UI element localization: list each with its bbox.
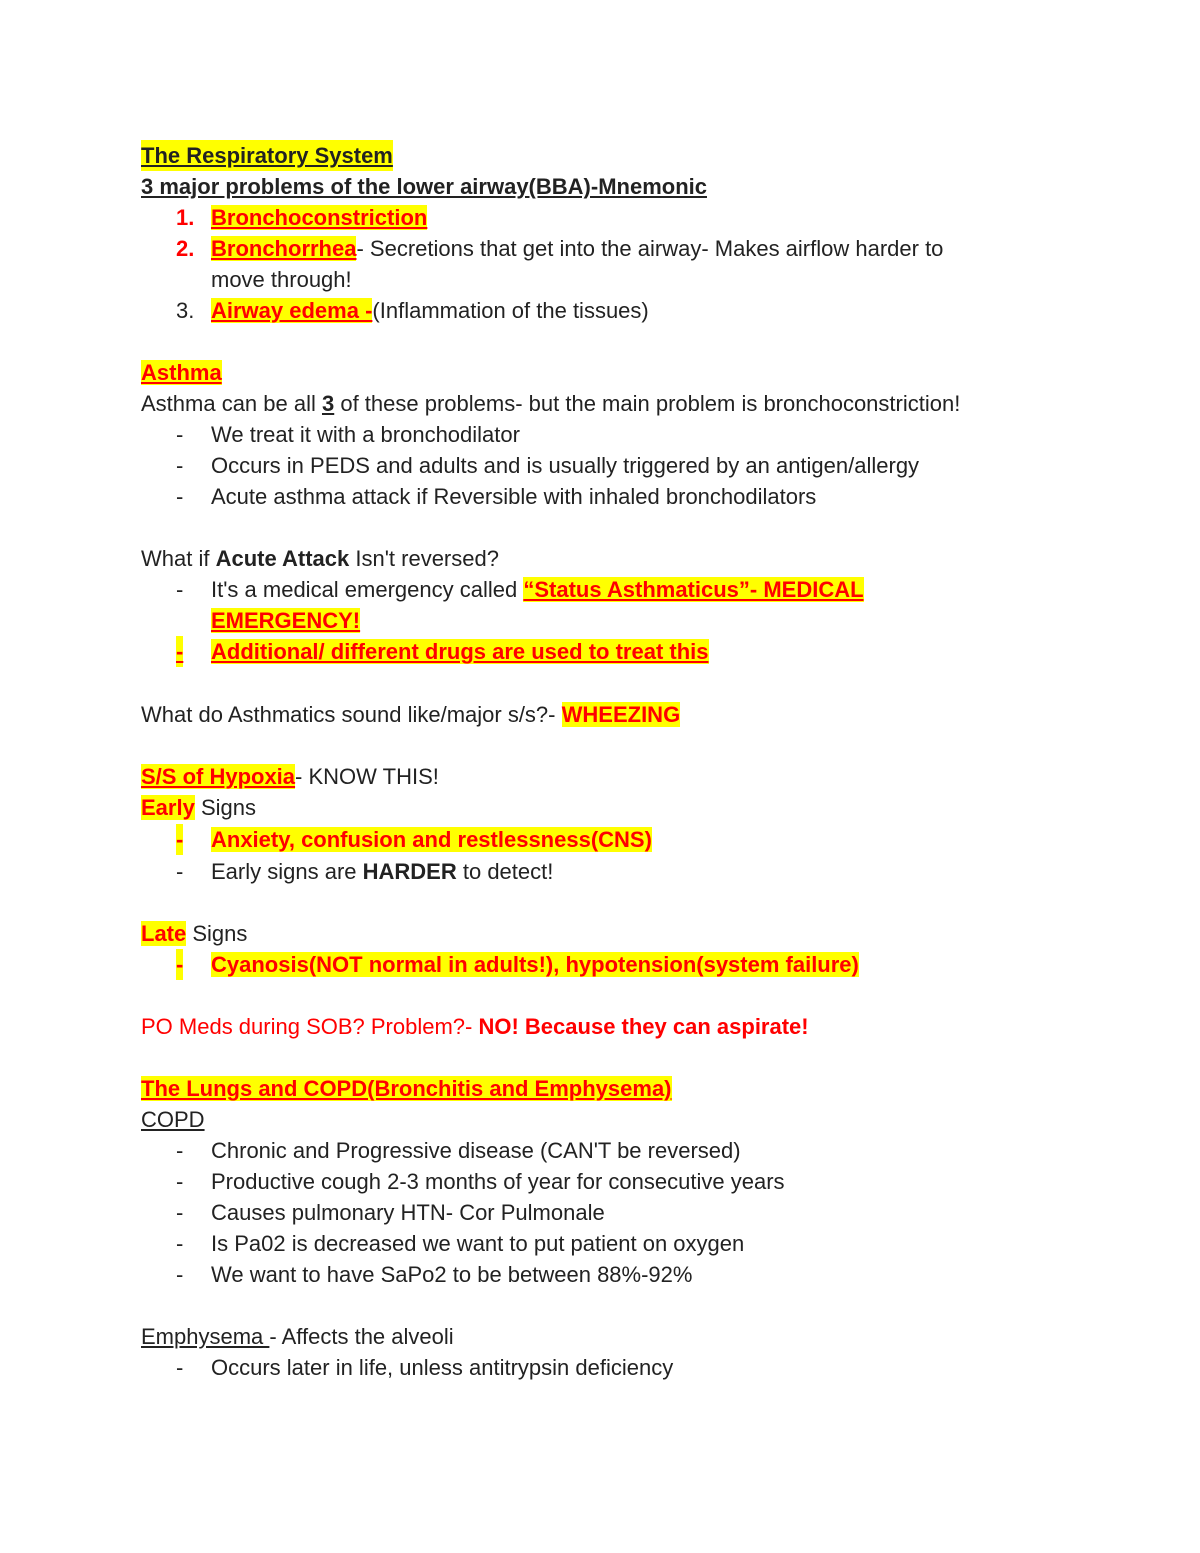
bullet-dash: - [176,1262,184,1287]
list-item: Causes pulmonary HTN- Cor Pulmonale [211,1200,605,1225]
list-item: Productive cough 2-3 months of year for consecutive years [211,1169,785,1194]
bullet-dash: - [176,1200,184,1225]
paragraph: What if Acute Attack Isn't reversed? [141,546,499,571]
list-item: It's a medical emergency called “Status Asthmaticus”- MEDICAL [211,577,864,602]
bullet-dash: - [176,422,184,447]
list-item: We want to have SaPo2 to be between 88%-92% [211,1262,693,1287]
bullet-dash: - [176,1169,184,1194]
term-description: (Inflammation of the tissues) [372,298,649,323]
list-item: Cyanosis(NOT normal in adults!), hypotension(system failure) [211,952,859,977]
list-number: 1. [176,205,195,230]
term-airway-edema: Airway edema - [211,298,373,323]
bullet-dash: - [176,1138,184,1163]
list-item [211,233,943,264]
emphasis-number: 3 [321,391,335,416]
list-number: 2. [176,236,195,261]
list-item: We treat it with a bronchodilator [211,422,520,447]
section-subtitle: 3 major problems of the lower airway(BBA)-Mnemonic [141,174,707,199]
bullet-dash: - [176,1231,184,1256]
list-item [211,202,427,233]
list-number: 3. [176,298,195,323]
section-heading-copd: The Lungs and COPD(Bronchitis and Emphysema) [141,1076,672,1101]
subheading-late-signs: Late Signs [141,921,248,946]
section-heading-asthma: Asthma [141,360,222,385]
term-bronchoconstriction: Bronchoconstriction [211,205,428,230]
bullet-dash: - [176,484,184,509]
page-title: The Respiratory System [141,140,393,171]
bullet-dash: - [176,577,184,602]
section-heading-hypoxia: S/S of Hypoxia- KNOW THIS! [141,764,439,789]
subheading-early-signs: Early Signs [141,795,256,820]
bullet-dash: - [176,824,183,855]
list-item: Occurs in PEDS and adults and is usually triggered by an antigen/allergy [211,453,920,478]
list-item: Additional/ different drugs are used to treat this [211,639,709,664]
list-item-continuation: EMERGENCY! [211,608,361,633]
paragraph: Asthma can be all 3 of these problems- but the main problem is bronchoconstriction! [141,391,961,416]
bullet-dash: - [176,859,184,884]
bullet-dash: - [176,1355,184,1380]
bullet-dash: - [176,453,184,478]
paragraph: PO Meds during SOB? Problem?- NO! Because they can aspirate! [141,1014,809,1039]
paragraph: What do Asthmatics sound like/major s/s?- WHEEZING [141,702,681,727]
term-bronchorrhea: Bronchorrhea [211,236,357,261]
list-item: Acute asthma attack if Reversible with inhaled bronchodilators [211,484,817,509]
list-item [211,295,649,326]
subheading-emphysema: Emphysema - Affects the alveoli [141,1324,454,1349]
subheading-copd: COPD [141,1107,205,1132]
bullet-dash: - [176,949,183,980]
bullet-dash: - [176,636,183,667]
answer-wheezing: WHEEZING [561,702,681,727]
list-item-continuation: move through! [211,267,352,292]
list-item: Occurs later in life, unless antitrypsin deficiency [211,1355,674,1380]
list-item: Anxiety, confusion and restlessness(CNS) [211,827,652,852]
list-item: Chronic and Progressive disease (CAN'T be reversed) [211,1138,741,1163]
term-description: - Secretions that get into the airway- Makes airflow harder to [356,236,944,261]
list-item: Early signs are HARDER to detect! [211,859,554,884]
list-item: Is Pa02 is decreased we want to put patient on oxygen [211,1231,745,1256]
